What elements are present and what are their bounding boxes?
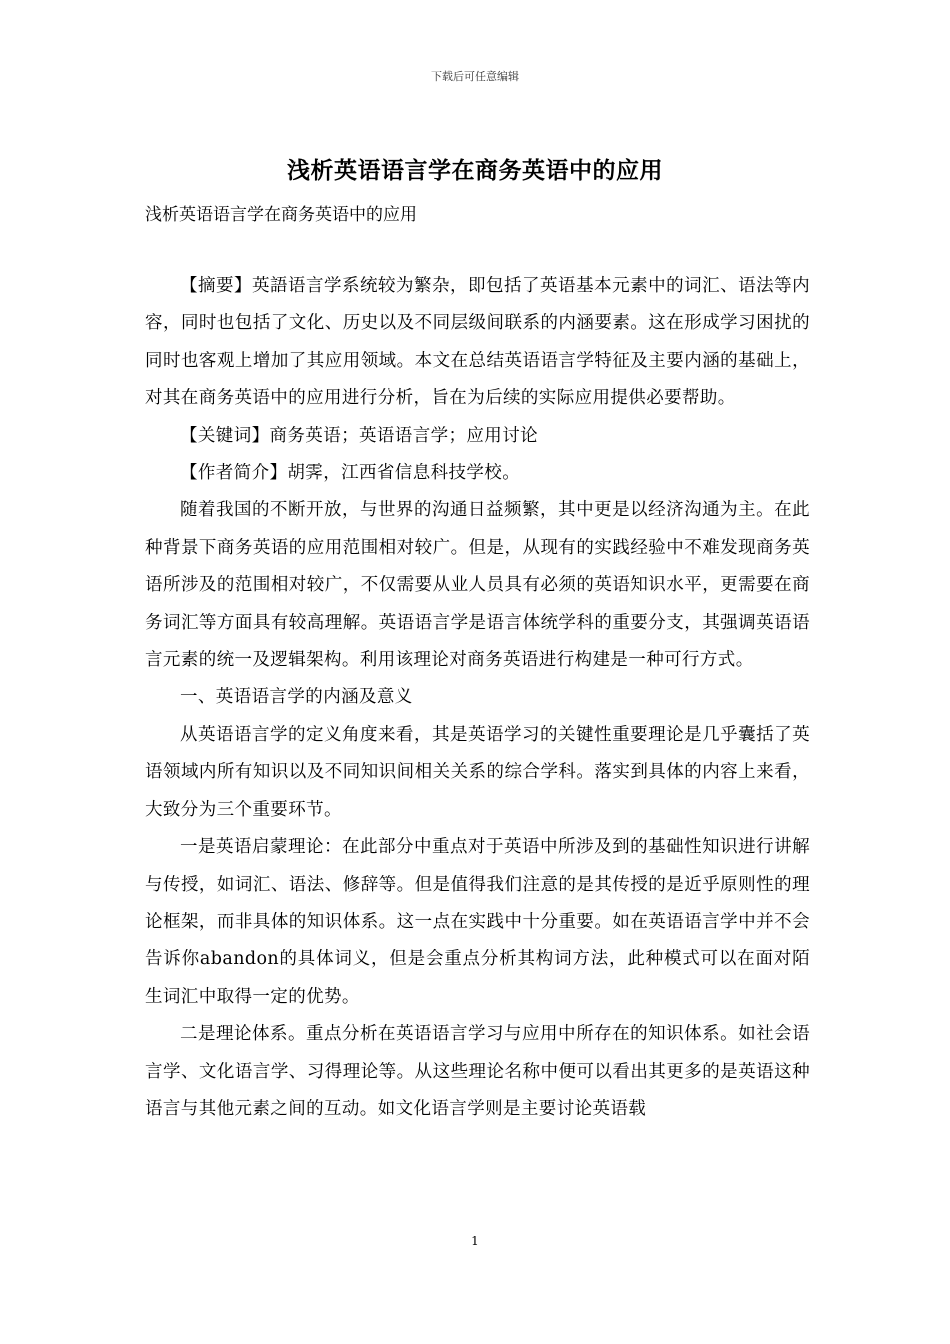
document-subtitle: 浅析英语语言学在商务英语中的应用 [145, 205, 417, 225]
document-body [145, 268, 810, 1128]
abstract-paragraph: 【摘要】英語语言学系统较为繁杂，即包括了英语基本元素中的词汇、语法等内容，同时也包括了文化、历史以及不同层级间联系的内涵要素。这在形成学习困扰的同时也客观上增加了其应用领域。本文在总结英语语言学特征及主要内涵的基础上，对其在商务英语中的应用进行分析，旨在为后续的实际应用提供必要帮助。 [145, 276, 810, 409]
section-heading: 一、英语语言学的内涵及意义 [180, 687, 413, 708]
keywords-paragraph: 【关键词】商务英语；英语语言学；应用讨论 [180, 425, 538, 446]
document-title: 浅析英语语言学在商务英语中的应用 [287, 157, 663, 184]
body-paragraph: 从英语语言学的定义角度来看，其是英语学习的关键性重要理论是几乎囊括了英语领域内所有知识以及不同知识间相关关系的综合学科。落实到具体的内容上来看，大致分为三个重要环节。 [145, 724, 810, 820]
intro-paragraph: 随着我国的不断开放，与世界的沟通日益频繁，其中更是以经济沟通为主。在此种背景下商务英语的应用范围相对较广。但是，从现有的实践经验中不难发现商务英语所涉及的范围相对较广，不仅需要从业人员具有必须的英语知识水平，更需要在商务词汇等方面具有较高理解。英语语言学是语言体统学科的重要分支，其强调英语语言元素的统一及逻辑架构。利用该理论对商务英语进行构建是一种可行方式。 [145, 500, 810, 671]
body-paragraph: 二是理论体系。重点分析在英语语言学习与应用中所存在的知识体系。如社会语言学、文化语言学、习得理论等。从这些理论名称中便可以看出其更多的是英语这种语言与其他元素之间的互动。如文化语言学则是主要讨论英语载 [145, 1024, 810, 1119]
page-number: 1 [471, 1234, 479, 1248]
body-paragraph: 一是英语启蒙理论：在此部分中重点对于英语中所涉及到的基础性知识进行讲解与传授，如词汇、语法、修辞等。但是值得我们注意的是其传授的是近乎原则性的理论框架，而非具体的知识体系。这一点在实践中十分重要。如在英语语言学中并不会告诉你abandon的具体词义，但是会重点分析其构词方法，此种模式可以在面对陌生词汇中取得一定的优势。 [145, 837, 810, 1007]
author-paragraph: 【作者简介】胡霁，江西省信息科技学校。 [180, 463, 521, 484]
page-header-note: 下载后可任意编辑 [431, 70, 519, 83]
